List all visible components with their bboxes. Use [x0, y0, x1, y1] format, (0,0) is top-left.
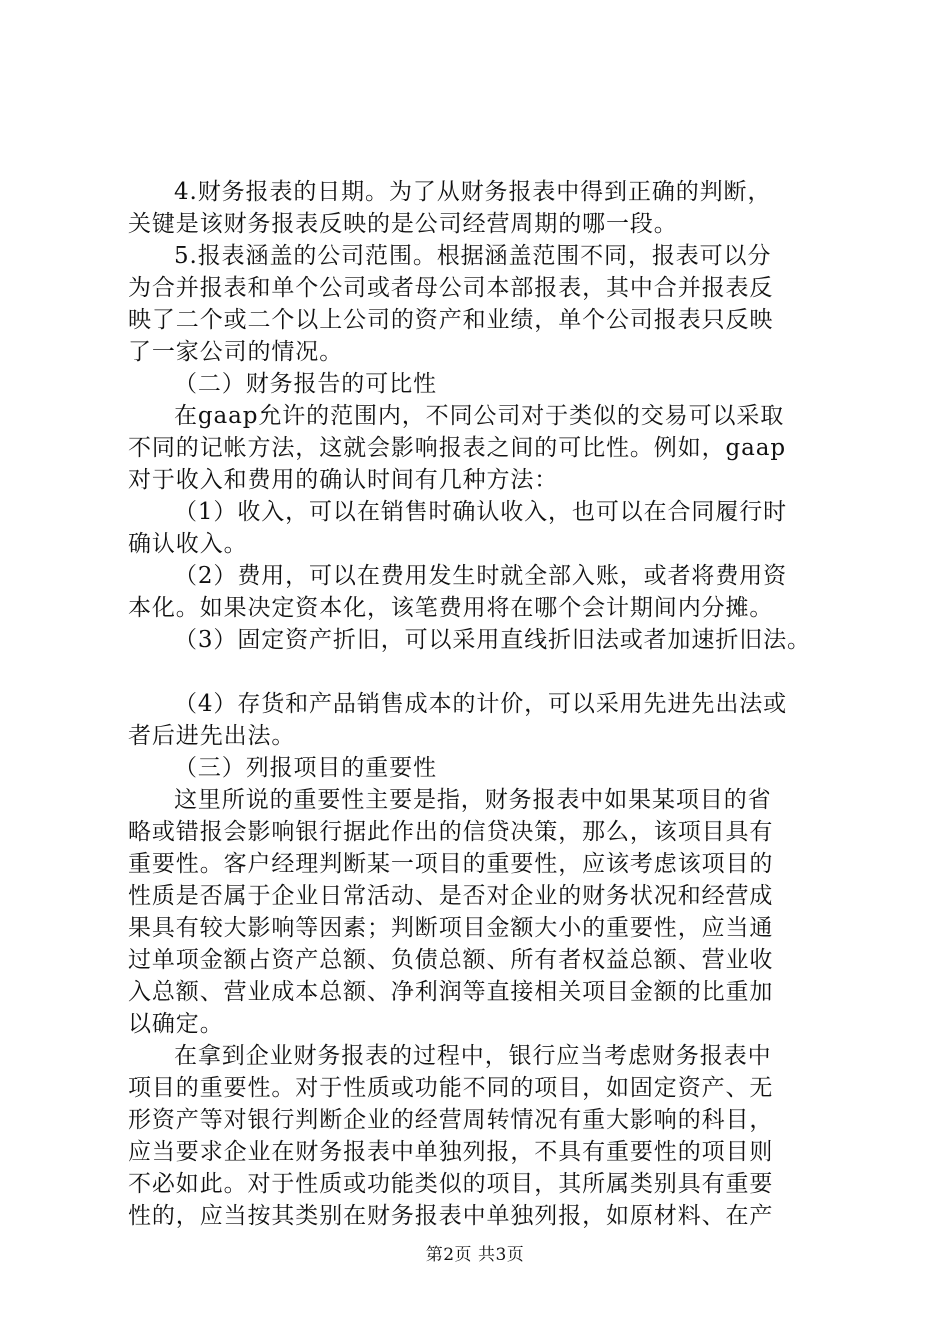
paragraph-line: 这里所说的重要性主要是指，财务报表中如果某项目的省: [174, 787, 772, 813]
paragraph-line: 在拿到企业财务报表的过程中，银行应当考虑财务报表中: [174, 1043, 772, 1069]
list-item-line: （3）固定资产折旧，可以采用直线折旧法或者加速折旧法。: [174, 627, 811, 653]
list-item-line: （1）收入，可以在销售时确认收入，也可以在合同履行时: [174, 499, 788, 525]
section-heading: （二）财务报告的可比性: [174, 371, 437, 397]
paragraph-line: 应当要求企业在财务报表中单独列报，不具有重要性的项目则: [128, 1139, 774, 1165]
list-item-line: 者后进先出法。: [128, 723, 296, 749]
paragraph-line: 不必如此。对于性质或功能类似的项目，其所属类别具有重要: [128, 1171, 774, 1197]
paragraph-line: 不同的记帐方法，这就会影响报表之间的可比性。例如，gaap: [128, 435, 786, 461]
paragraph-line: 重要性。客户经理判断某一项目的重要性，应该考虑该项目的: [128, 851, 774, 877]
document-body: [128, 176, 848, 1232]
list-item-line: 本化。如果决定资本化，该笔费用将在哪个会计期间内分摊。: [128, 595, 774, 621]
list-item-line: （2）费用，可以在费用发生时就全部入账，或者将费用资: [174, 563, 788, 589]
list-item-line: （4）存货和产品销售成本的计价，可以采用先进先出法或: [174, 691, 788, 717]
paragraph-line: 过单项金额占资产总额、负债总额、所有者权益总额、营业收: [128, 947, 774, 973]
paragraph-line: 项目的重要性。对于性质或功能不同的项目，如固定资产、无: [128, 1075, 774, 1101]
page-number-footer: 第2页 共3页: [425, 1245, 525, 1265]
list-item-line: 确认收入。: [128, 531, 248, 557]
paragraph-line: 为合并报表和单个公司或者母公司本部报表，其中合并报表反: [128, 275, 774, 301]
paragraph-line: 性质是否属于企业日常活动、是否对企业的财务状况和经营成: [128, 883, 774, 909]
paragraph-line: 果具有较大影响等因素；判断项目金额大小的重要性，应当通: [128, 915, 774, 941]
paragraph-line: 形资产等对银行判断企业的经营周转情况有重大影响的科目，: [128, 1107, 774, 1133]
paragraph-line: 对于收入和费用的确认时间有几种方法：: [128, 467, 559, 493]
paragraph-line: 以确定。: [128, 1011, 224, 1037]
paragraph-line: 4.财务报表的日期。为了从财务报表中得到正确的判断，: [174, 179, 772, 205]
paragraph-line: 在gaap允许的范围内，不同公司对于类似的交易可以采取: [174, 403, 785, 429]
paragraph-line: 关键是该财务报表反映的是公司经营周期的哪一段。: [128, 211, 678, 237]
paragraph-line: 性的，应当按其类别在财务报表中单独列报，如原材料、在产: [128, 1203, 774, 1229]
paragraph-line: 5.报表涵盖的公司范围。根据涵盖范围不同，报表可以分: [174, 243, 772, 269]
paragraph-line: 入总额、营业成本总额、净利润等直接相关项目金额的比重加: [128, 979, 774, 1005]
paragraph-line: 映了二个或二个以上公司的资产和业绩，单个公司报表只反映: [128, 307, 774, 333]
section-heading: （三）列报项目的重要性: [174, 755, 437, 781]
paragraph-line: 略或错报会影响银行据此作出的信贷决策，那么，该项目具有: [128, 819, 774, 845]
paragraph-line: 了一家公司的情况。: [128, 339, 344, 365]
